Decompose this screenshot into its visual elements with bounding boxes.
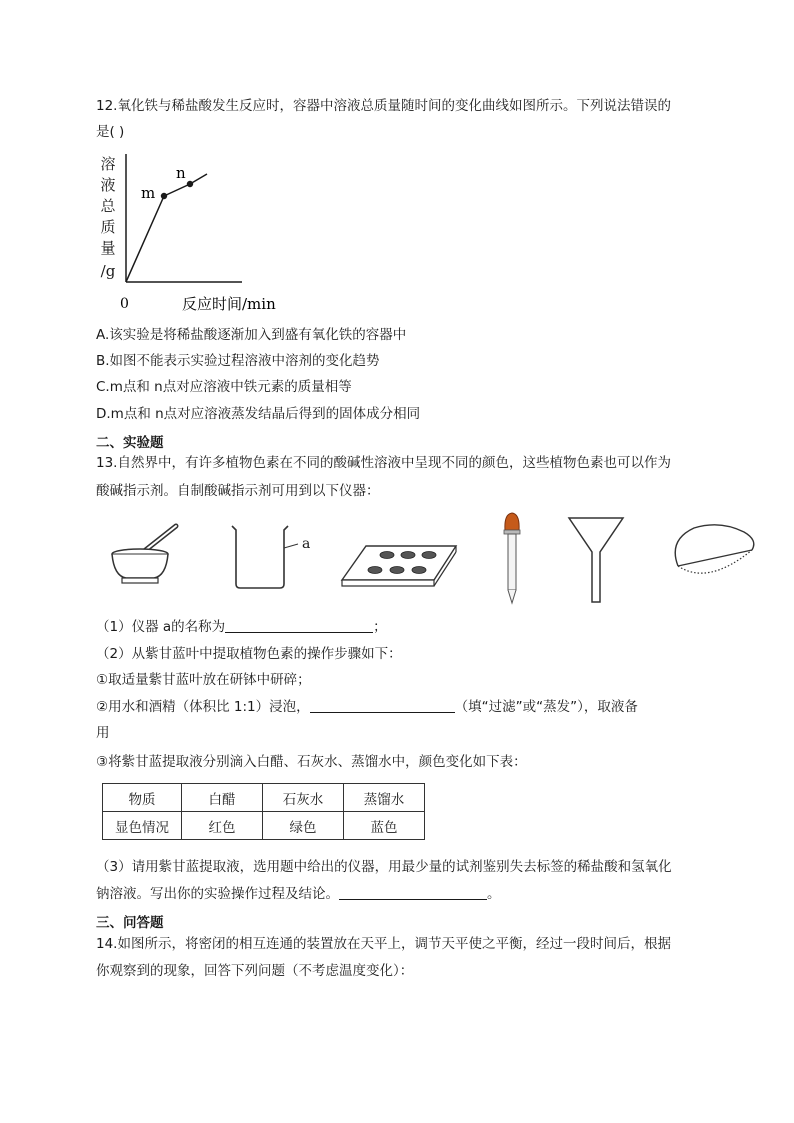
table-row (103, 784, 425, 812)
q13-text-line2: 酸碱指示剂。自制酸碱指示剂可用到以下仪器： (96, 483, 380, 499)
graph-point-m (161, 193, 167, 199)
q13-part1: （1）仪器 a的名称为 ； (96, 619, 387, 635)
q13-step2: ②用水和酒精（体积比 1:1）浸泡， （填“过滤”或“蒸发”），取液备 (96, 699, 638, 715)
table-cell: 显色情况 (103, 812, 182, 840)
q13-part3-line2: 钠溶液。写出你的实验操作过程及结论。 。 (96, 886, 501, 902)
graph-point-n (187, 181, 193, 187)
section-heading-experiment: 二、实验题 (96, 435, 164, 451)
beaker-image (226, 522, 326, 592)
dropper-image (500, 510, 524, 606)
mortar-pestle-image (106, 520, 182, 586)
q12-option-d: D.m点和 n点对应溶液蒸发结晶后得到的固体成分相同 (96, 406, 421, 422)
q12-option-a: A.该实验是将稀盐酸逐渐加入到盛有氧化铁的容器中 (96, 327, 407, 343)
q13-step1: ①取适量紫甘蓝叶放在研钵中研碎； (96, 672, 311, 688)
graph-ylabel-char: 总 (100, 197, 116, 215)
q13-step3: ③将紫甘蓝提取液分别滴入白醋、石灰水、蒸馏水中，颜色变化如下表： (96, 754, 527, 770)
answer-blank-2[interactable] (310, 698, 455, 713)
graph-ylabel-char: 液 (100, 176, 116, 194)
graph-origin-label: 0 (120, 296, 129, 312)
q14-text-line1: 14.如图所示，将密闭的相互连通的装置放在天平上，调节天平使之平衡，经过一段时间后，根据 (96, 936, 671, 952)
q12-text-line1: 12.氧化铁与稀盐酸发生反应时，容器中溶液总质量随时间的变化曲线如图所示。下列说法错误的 (96, 98, 671, 114)
q14-text-line2: 你观察到的现象，回答下列问题（不考虑温度变化）： (96, 963, 414, 979)
answer-blank-1[interactable] (225, 618, 373, 633)
graph-ylabel-char: 量 (100, 239, 116, 257)
beaker-label-a: a (302, 536, 311, 552)
graph-curve (126, 174, 207, 282)
q13-part2: （2）从紫甘蓝叶中提取植物色素的操作步骤如下： (96, 646, 402, 662)
q12-mass-time-graph (92, 150, 302, 315)
graph-label-m: m (141, 184, 156, 202)
section-heading-qa: 三、问答题 (96, 915, 164, 931)
q13-part3-line1: （3）请用紫甘蓝提取液，选用题中给出的仪器，用最少量的试剂鉴别失去标签的稀盐酸和氢氧化 (96, 859, 672, 875)
table-cell: 白醋 (182, 784, 263, 812)
q12-option-b: B.如图不能表示实验过程溶液中溶剂的变化趋势 (96, 353, 380, 369)
graph-ylabel-char: 质 (100, 218, 116, 236)
q13-step2-continued: 用 (96, 725, 110, 741)
table-cell: 物质 (103, 784, 182, 812)
graph-xlabel: 反应时间/min (182, 295, 276, 313)
table-cell: 石灰水 (263, 784, 344, 812)
table-cell: 蒸馏水 (344, 784, 425, 812)
table-cell: 红色 (182, 812, 263, 840)
color-result-table (102, 783, 425, 840)
graph-ylabel-char: /g (100, 262, 116, 280)
table-cell: 绿色 (263, 812, 344, 840)
q13-text-line1: 13.自然界中，有许多植物色素在不同的酸碱性溶液中呈现不同的颜色，这些植物色素也可以作为 (96, 455, 671, 471)
answer-blank-3[interactable] (339, 885, 487, 900)
spot-plate-image (340, 542, 460, 592)
q12-option-c: C.m点和 n点对应溶液中铁元素的质量相等 (96, 379, 352, 395)
graph-ylabel-char: 溶 (100, 155, 116, 173)
q12-text-line2: 是( ) (96, 124, 125, 140)
table-cell: 蓝色 (344, 812, 425, 840)
graph-label-n: n (176, 164, 186, 182)
funnel-image (566, 514, 626, 606)
table-row (103, 812, 425, 840)
filter-paper-image (668, 520, 758, 582)
